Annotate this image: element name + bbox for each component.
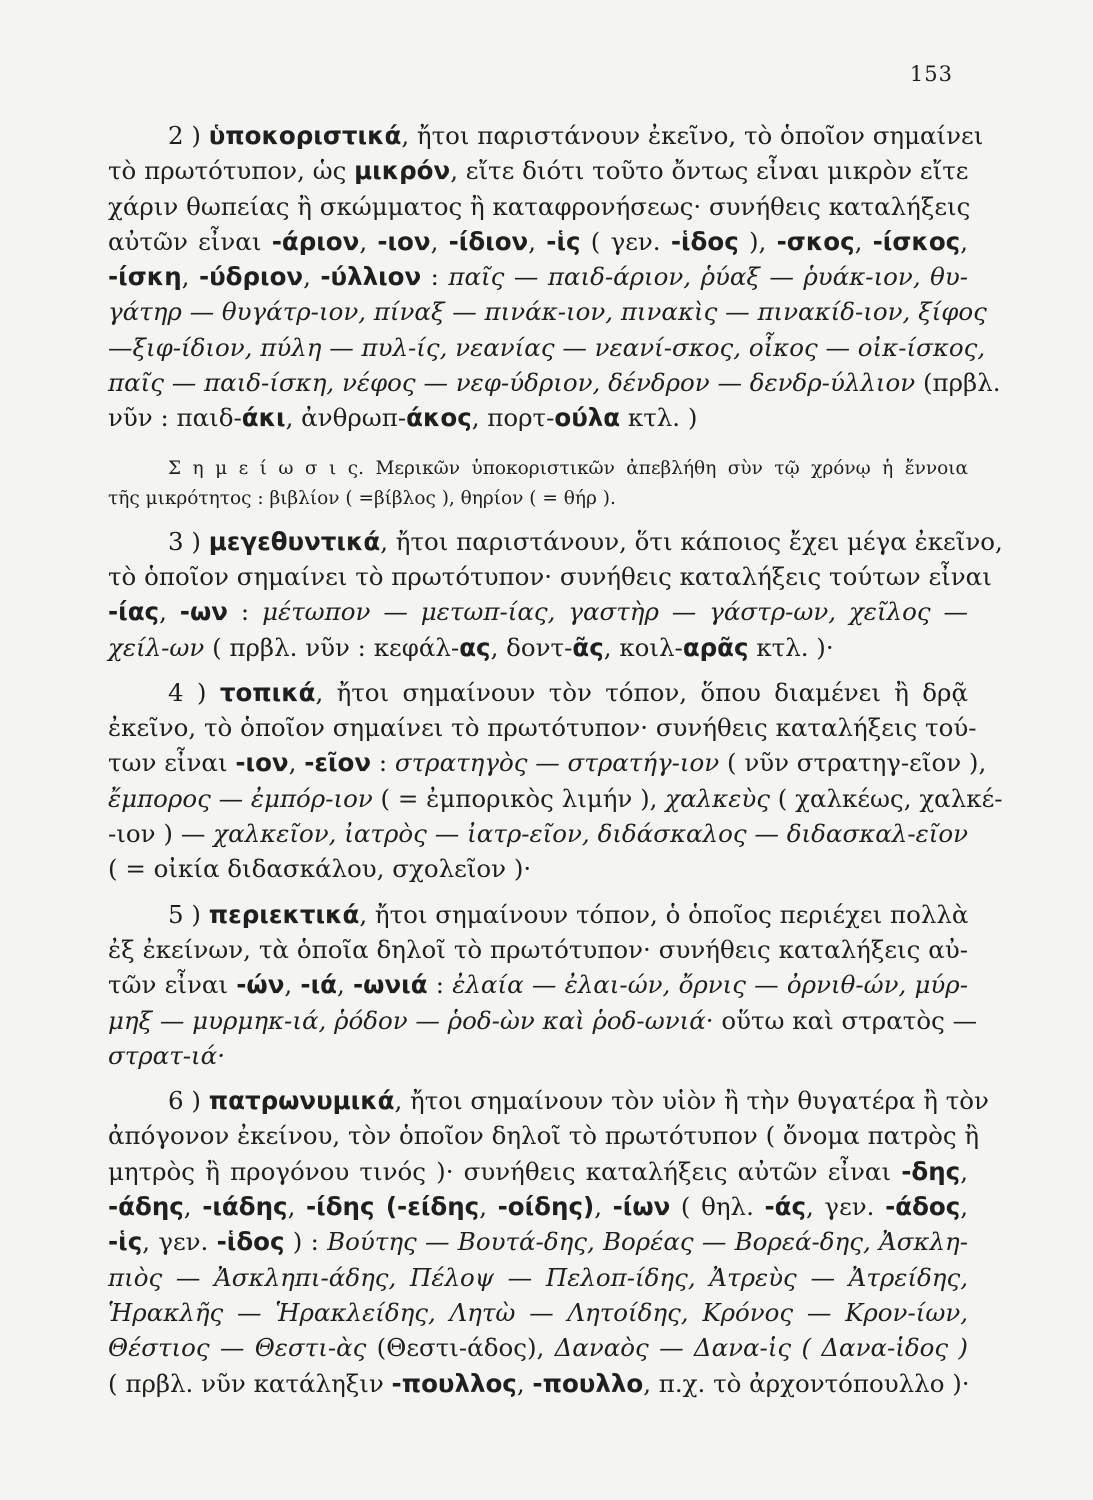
text-run: ( = οἰκία διδασκάλου, σχολεῖον )· — [108, 854, 532, 884]
text-run: ), — [738, 226, 777, 256]
text-run: , — [303, 262, 321, 292]
text-run: ( πρβλ. νῦν κατάληξιν — [108, 1368, 392, 1398]
bold-term: μεγεθυντικά — [208, 526, 381, 556]
bold-term: -άδος — [885, 1192, 961, 1222]
bold-term: -δης — [901, 1156, 961, 1186]
example-word: χαλκεῖον, ἰατρὸς — ἰατρ-εῖον, διδάσκαλος — διδασκαλ-εῖον — [213, 819, 969, 849]
text-run: , δοντ- — [490, 632, 573, 662]
text-run: , γεν. — [142, 1227, 217, 1257]
text-run: , γεν. — [806, 1192, 886, 1222]
text-run: τὸ πρωτότυπον, ὡς — [108, 156, 355, 186]
text-run: , εἴτε διότι τοῦτο ὄντως εἶναι μικρὸν εἴτε — [450, 156, 969, 186]
text-run: , — [159, 597, 180, 627]
text-run: τῶν εἶναι — [108, 970, 237, 1000]
text-line — [108, 710, 977, 745]
text-line — [108, 1295, 968, 1330]
text-run: -ιον ) — — [108, 819, 214, 849]
text-run: : — [421, 262, 449, 292]
text-run: , — [960, 226, 968, 256]
text-line — [108, 224, 968, 259]
paragraph-megethyntika — [108, 524, 1003, 665]
bold-term: -πουλλος — [391, 1368, 517, 1398]
example-word: στρατηγὸς — στρατήγ-ιον — [394, 748, 720, 778]
bold-term: -ίας — [108, 597, 160, 627]
bold-term: -ίσκη — [108, 262, 182, 292]
text-run: (Θεστι-άδος), — [366, 1333, 555, 1363]
example-word: πιὸς — Ἀσκληπι-άδης, Πέλοψ — Πελοπ-ίδης, Ἀτρεὺς — Ἀτρείδης, — [108, 1262, 968, 1292]
text-run: τὸ ὁποῖον σημαίνει τὸ πρωτότυπον· συνήθεις καταλήξεις τούτων εἶναι — [108, 561, 992, 591]
paragraph-topika — [108, 675, 1003, 887]
paragraph-gap — [108, 436, 968, 446]
example-word: παῖς — παιδ-άριον, ῥύαξ — ῥυάκ-ιον, θυ- — [448, 262, 969, 292]
text-run: ἀπόγονον ἐκείνου, τὸν ὁποῖον δηλοῖ τὸ πρωτότυπον ( ὄνομα πατρὸς ἢ — [108, 1121, 980, 1151]
example-word: μηξ — μυρμηκ-ιά, ῥόδον — ῥοδ-ὼν καὶ ῥοδ-ωνιά· — [108, 1005, 714, 1035]
text-line — [108, 259, 968, 294]
paragraph-gap — [108, 1073, 968, 1083]
page-text — [108, 118, 1003, 1401]
bold-term: ᾶς — [572, 632, 604, 662]
bold-term: -ιάδης — [202, 1192, 288, 1222]
text-line — [108, 1189, 968, 1224]
bold-term: περιεκτικά — [208, 899, 360, 929]
bold-term: -ίδης (-είδης — [305, 1192, 480, 1222]
example-word: Δαναὸς — Δανα-ἱς ( Δανα-ἱδος ) — [554, 1333, 968, 1363]
text-line — [108, 484, 968, 514]
bold-term: -άριον — [271, 226, 360, 256]
text-run: , — [284, 970, 301, 1000]
text-run: , πορτ- — [471, 403, 555, 433]
text-run: 3 ) — [168, 526, 209, 556]
example-word: Θέστιος — Θεστι-ὰς — [108, 1333, 367, 1363]
text-line — [108, 1260, 968, 1295]
text-run: , — [359, 226, 378, 256]
bold-term: -ιον — [377, 226, 431, 256]
text-run: : — [227, 597, 263, 627]
text-line — [108, 365, 1001, 400]
example-word: παῖς — παιδ-ίσκη, νέφος — νεφ-ύδριον, δένδρον — δενδρ-ύλλιον — [108, 368, 916, 398]
text-run: Σ η μ ε ί ω σ ι ς. Μερικῶν ὑποκοριστικῶν ἀπεβλήθη σὺν τῷ χρόνῳ ἡ ἔννοια — [168, 457, 968, 479]
bold-term: -ίδιον — [448, 226, 529, 256]
page-number: 153 — [909, 62, 953, 86]
text-run: ( θηλ. — [670, 1192, 765, 1222]
text-line — [108, 1224, 968, 1259]
text-run: : — [427, 970, 453, 1000]
bold-term: -ωνιά — [353, 970, 428, 1000]
text-run: , — [594, 1192, 613, 1222]
bold-term: μικρόν — [354, 156, 451, 186]
text-run: , ἤτοι σημαίνουν τὸν υἱὸν ἢ τὴν θυγατέρα ἢ τὸν — [394, 1086, 989, 1116]
text-run: , — [854, 226, 873, 256]
example-word: Βούτης — Βουτά-δης, Βορέας — Βορεά-δης, Ἀσκλη- — [327, 1227, 968, 1257]
text-line — [108, 897, 968, 932]
text-run: ἐκεῖνο, τὸ ὁποῖον σημαίνει τὸ πρωτότυπον· συνήθεις καταλήξεις τού- — [108, 713, 977, 743]
text-run: τῆς μικρότητος : βιβλίον ( =βίβλος ), θηρίον ( = θήρ ). — [108, 487, 616, 509]
bold-term: -σκος — [776, 226, 855, 256]
text-run: , — [430, 226, 449, 256]
text-run: , — [287, 1192, 306, 1222]
bold-term: ας — [459, 632, 491, 662]
text-line — [108, 1003, 978, 1038]
bold-term: -ύλλιον — [320, 262, 422, 292]
example-word: —ξιφ-ίδιον, πύλη — πυλ-ίς, νεανίας — νεανί-σκος, οἶκος — οἰκ-ίσκος, — [108, 332, 986, 362]
text-run: : — [371, 748, 395, 778]
text-line — [108, 932, 968, 967]
bold-term: τοπικά — [219, 677, 316, 707]
text-run: , — [336, 970, 353, 1000]
bold-term: ούλα — [554, 403, 621, 433]
paragraph-patronymika — [108, 1083, 989, 1401]
text-run: , ἤτοι σημαίνουν τὸν τόπον, ὅπου διαμένει ἢ δρᾷ — [315, 677, 968, 707]
text-run: των εἶναι — [108, 748, 236, 778]
text-run: 4 ) — [168, 677, 220, 707]
example-word: χαλκεὺς — [665, 783, 770, 813]
text-line — [108, 294, 987, 329]
text-run: ( νῦν στρατηγ-εῖον ), — [719, 748, 987, 778]
paragraph-periektika — [108, 897, 978, 1073]
bold-term: -άδης — [108, 1192, 184, 1222]
text-run: νῦν : παιδ- — [108, 403, 242, 433]
text-run: , — [181, 262, 199, 292]
text-line — [108, 524, 1003, 559]
bold-term: -ίσκος — [872, 226, 961, 256]
text-run: κτλ. )· — [748, 632, 834, 662]
text-line — [108, 967, 968, 1002]
text-run: , ἀνθρωπ- — [285, 403, 407, 433]
text-run: μητρὸς ἢ προγόνου τινός )· συνήθεις καταλήξεις αὐτῶν εἶναι — [108, 1156, 902, 1186]
bold-term: -άς — [764, 1192, 807, 1222]
bold-term: άκι — [241, 403, 286, 433]
bold-term: -ἱς — [108, 1227, 143, 1257]
text-line — [108, 1083, 989, 1118]
text-line — [108, 816, 968, 851]
text-run: , — [479, 1192, 498, 1222]
bold-term: -ύδριον — [198, 262, 304, 292]
text-run: ( = ἐμπορικὸς λιμήν ), — [372, 783, 666, 813]
text-line — [108, 330, 986, 365]
text-line — [108, 745, 987, 780]
paragraph-gap — [108, 887, 968, 897]
text-line — [108, 1118, 980, 1153]
text-run: ( πρβλ. νῦν : κεφάλ- — [204, 632, 460, 662]
text-run: οὕτω καὶ στρατὸς — — [713, 1005, 978, 1035]
bold-term: -ἱδος — [216, 1227, 285, 1257]
text-run: , ἤτοι παριστάνουν, ὅτι κάποιος ἔχει μέγα ἐκεῖνο, — [380, 526, 1003, 556]
bold-term: -οίδης) — [497, 1192, 595, 1222]
paragraph-hypokoristika — [108, 118, 1001, 436]
text-run: χάριν θωπείας ἢ σκώμματος ἢ καταφρονήσεως· συνήθεις καταλήξεις — [108, 191, 971, 221]
text-line — [108, 851, 968, 886]
text-run: αὐτῶν εἶναι — [108, 226, 272, 256]
text-run: 6 ) — [168, 1086, 209, 1116]
text-run: 5 ) — [168, 899, 209, 929]
text-run: , — [516, 1368, 533, 1398]
text-run: , ἤτοι σημαίνουν τόπον, ὁ ὁποῖος περιέχει πολλὰ — [359, 899, 969, 929]
text-run: , ἤτοι παριστάνουν ἐκεῖνο, τὸ ὁποῖον σημαίνει — [401, 121, 984, 150]
text-line — [108, 1154, 968, 1189]
bold-term: αρᾶς — [682, 632, 749, 662]
paragraph-simeiosis — [108, 454, 968, 514]
text-line — [108, 189, 971, 224]
example-word: γάτηρ — θυγάτρ-ιον, πίναξ — πινάκ-ιον, πινακὶς — πινακίδ-ιον, ξίφος — [108, 297, 987, 327]
example-word: μέτωπον — μετωπ-ίας, γαστὴρ — γάστρ-ων, χεῖλος — — [262, 597, 968, 627]
text-run: , — [183, 1192, 203, 1222]
text-run: , π.χ. τὸ ἀρχοντόπουλλο )· — [643, 1368, 970, 1398]
text-run: ἐξ ἐκείνων, τὰ ὁποῖα δηλοῖ τὸ πρωτότυπον· συνήθεις καταλήξεις αὐ- — [108, 934, 968, 964]
text-line — [108, 118, 984, 153]
text-line — [108, 1366, 968, 1401]
text-line — [108, 675, 968, 710]
paragraph-gap — [108, 665, 968, 675]
bold-term: -ων — [179, 597, 228, 627]
bold-term: -ών — [236, 970, 285, 1000]
bold-term: -πουλλο — [532, 1368, 644, 1398]
text-line — [108, 594, 968, 629]
bold-term: πατρωνυμικά — [208, 1086, 395, 1116]
text-line — [108, 1038, 968, 1073]
text-line — [108, 630, 968, 665]
text-run: ) : — [284, 1227, 328, 1257]
text-line — [108, 454, 968, 484]
text-line — [108, 781, 1003, 816]
bold-term: -ἱδος — [670, 226, 739, 256]
text-run: , — [288, 748, 305, 778]
example-word: Ἡρακλῆς — Ἡρακλείδης, Λητὼ — Λητοίδης, Κρόνος — Κρον-ίων, — [108, 1297, 968, 1327]
text-line — [108, 1330, 968, 1365]
text-line — [108, 153, 968, 188]
bold-term: -εῖον — [304, 748, 372, 778]
example-word: στρατ-ιά· — [108, 1040, 225, 1070]
text-run: , — [960, 1192, 969, 1222]
text-run: 2 ) — [168, 121, 209, 150]
text-line — [108, 559, 992, 594]
bold-term: άκος — [406, 403, 472, 433]
bold-term: -ἱς — [546, 226, 581, 256]
bold-term: -ίων — [612, 1192, 671, 1222]
bold-term: -ιον — [235, 748, 289, 778]
text-run: , κοιλ- — [603, 632, 683, 662]
text-run: , — [528, 226, 547, 256]
text-run: κτλ. ) — [620, 403, 698, 433]
bold-term: -ιά — [300, 970, 337, 1000]
example-word: ἔμπορος — ἐμπόρ-ιον — [108, 783, 373, 813]
text-run: ( χαλκέως, χαλκέ- — [770, 783, 1003, 813]
text-line — [108, 400, 968, 435]
bold-term: ὑποκοριστικά — [208, 121, 402, 150]
text-run: , — [960, 1156, 968, 1186]
text-run: (πρβλ. — [915, 368, 1001, 398]
example-word: ἐλαία — ἐλαι-ών, ὄρνις — ὀρνιθ-ών, μύρ- — [452, 970, 968, 1000]
example-word: χείλ-ων — [108, 632, 205, 662]
text-run: ( γεν. — [580, 226, 671, 256]
